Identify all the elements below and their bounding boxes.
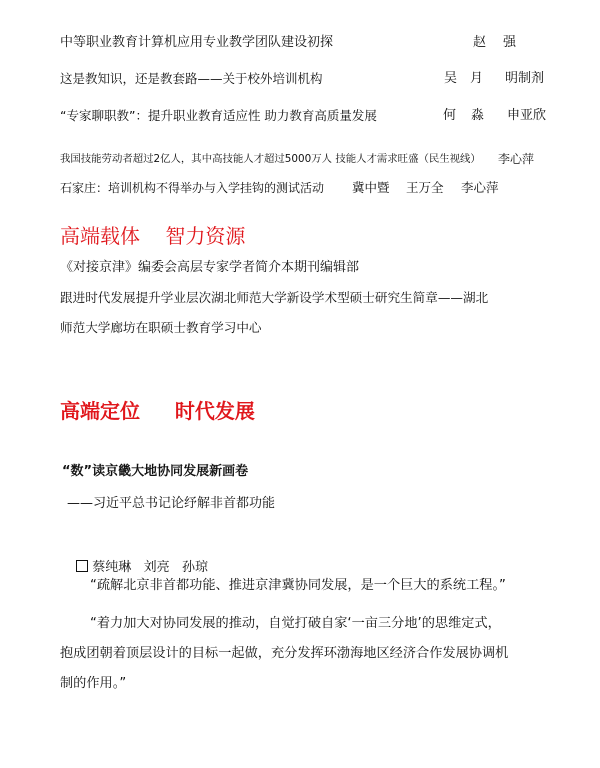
section-heading: 高端定位 时代发展	[60, 399, 255, 423]
quote-paragraph: 抱成团朝着顶层设计的目标一起做，充分发挥环渤海地区经济合作发展协调机	[60, 646, 509, 661]
toc-item-4-author: 李心萍	[498, 152, 535, 166]
toc-item-3-title: “专家聊职教”：提升职业教育适应性 助力教育高质量发展	[60, 108, 377, 123]
toc-item-2-author: 月	[470, 71, 484, 86]
toc-item-5-author: 冀中暨	[352, 180, 390, 195]
toc-item-1-title: 中等职业教育计算机应用专业教学团队建设初探	[60, 35, 334, 50]
section-text-line: 《对接京津》编委会高层专家学者简介本期刊编辑部	[60, 260, 360, 275]
toc-item-5-author: 李心萍	[461, 180, 499, 195]
toc-item-2-title: 这是教知识，还是教套路——关于校外培训机构	[60, 71, 323, 86]
quote-paragraph: “着力加大对协同发展的推动，自觉打破自家‘一亩三分地’的思维定式，	[90, 616, 501, 631]
toc-item-1-author: 赵	[473, 35, 487, 50]
checkbox-square-icon	[76, 560, 88, 572]
toc-item-3-author: 淼	[471, 108, 485, 123]
toc-item-1-author: 强	[503, 35, 517, 50]
section-text-line: 跟进时代发展提升学业层次湖北师范大学新设学术型硕士研究生简章——湖北	[60, 290, 489, 305]
article-subtitle: ——习近平总书记论纾解非首都功能	[67, 496, 276, 511]
toc-item-3-author: 何	[443, 108, 457, 123]
toc-item-2-author: 吴	[444, 71, 458, 86]
article-title: “数”读京畿大地协同发展新画卷	[62, 464, 249, 479]
toc-item-2-author: 明制剂	[505, 71, 545, 86]
toc-item-5-author: 王万全	[406, 180, 444, 195]
toc-item-3-author: 申亚欣	[507, 108, 547, 123]
article-authors-text: 蔡纯琳 刘亮 孙琼	[92, 560, 209, 575]
section-heading: 高端载体 智力资源	[60, 224, 246, 248]
toc-item-4-title: 我国技能劳动者超过2亿人，其中高技能人才超过5000万人 技能人才需求旺盛（民生视线）	[60, 153, 481, 165]
section-text-line: 师范大学廊坊在职硕士教育学习中心	[60, 320, 262, 335]
quote-paragraph: 制的作用。”	[60, 676, 127, 691]
toc-item-5-title: 石家庄：培训机构不得举办与入学挂钩的测试活动	[60, 181, 325, 195]
quote-paragraph: “疏解北京非首都功能、推进京津冀协同发展，是一个巨大的系统工程。”	[90, 578, 506, 593]
